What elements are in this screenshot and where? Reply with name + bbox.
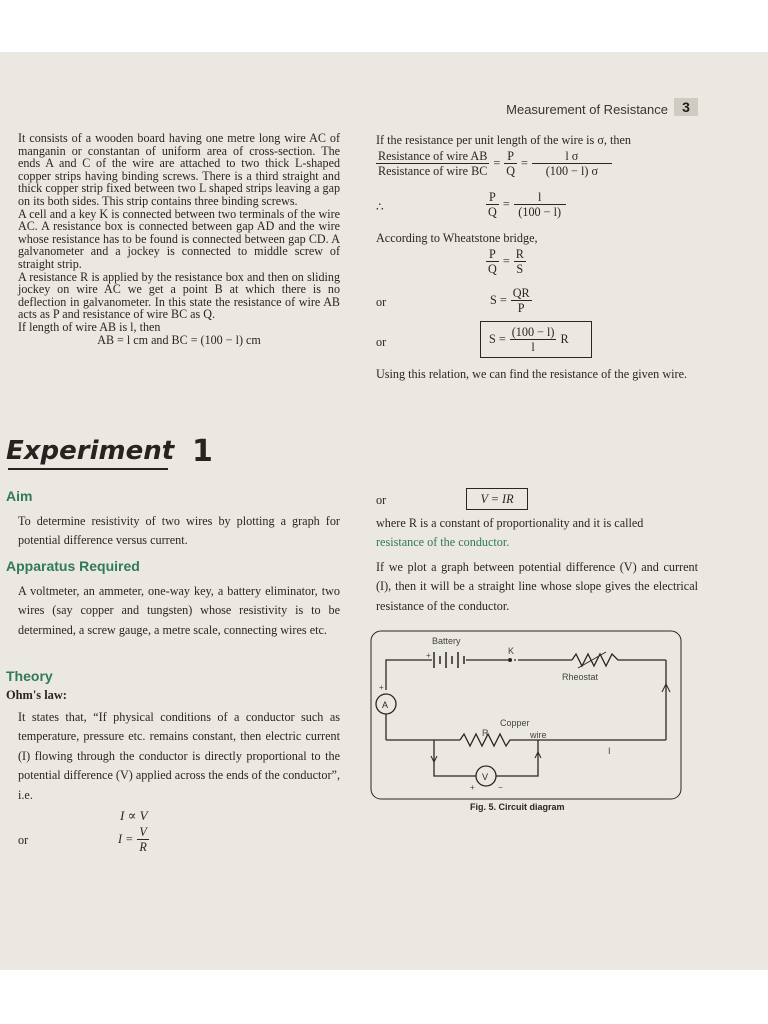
fraction — [137, 825, 148, 854]
fraction — [511, 286, 532, 315]
copper-label: Copper — [500, 718, 530, 728]
equation-lhs: S = — [489, 332, 506, 346]
current-equation — [118, 825, 149, 854]
voltmeter-wire-right — [496, 740, 538, 776]
apparatus-heading: Apparatus Required — [6, 558, 140, 574]
or-label: or — [376, 335, 387, 349]
rheostat-icon — [572, 654, 666, 666]
denominator: Resistance of wire BC — [378, 164, 488, 178]
fraction — [510, 325, 557, 354]
equals-sign: = — [502, 197, 510, 211]
or-label: or — [376, 493, 387, 507]
denominator: (100 − l) — [518, 205, 562, 219]
denominator: l — [531, 340, 535, 354]
equals-sign: = — [502, 254, 510, 268]
numerator: l σ — [532, 149, 612, 164]
intro-paragraph: It consists of a wooden board having one metre long wire AC of manganin or constantan of uniform area of cross-section. The ends A and C of the wire are attached to two thick L-shaped copper strips having binding screws. There is a third straight and thick copper strip fixed between two L shaped strips leaving a gap on its both sides. This strip contains three binding screws. — [18, 131, 340, 208]
numerator: R — [515, 247, 524, 261]
experiment-number: 1 — [192, 434, 213, 469]
equation-r: R — [560, 332, 569, 346]
graph-text: If we plot a graph between potential difference (V) and current (I), then it will be a straight line whose slope gives the electrical resistance of the conductor. — [376, 560, 698, 613]
denominator: R — [139, 840, 147, 854]
page-margin-bottom — [0, 970, 768, 1024]
equals-sign: = — [521, 156, 528, 170]
battery-icon — [434, 652, 464, 668]
where-text — [376, 514, 706, 553]
battery-plus-label: + — [426, 651, 431, 660]
voltmeter-label: V — [482, 772, 489, 782]
where-definition: where R is a constant of proportionality and it is called — [376, 516, 644, 530]
current-label: I — [608, 746, 611, 756]
ohms-law-text: It states that, “If physical conditions of a conductor such as temperature, pressure etc. remains constant, then electric current (I) flowing through the conductor is directly proportional to the potential difference (V) applied across the ends of the conductor”, i.e. — [18, 710, 340, 802]
experiment-title: Experiment — [6, 436, 175, 466]
circuit-diagram — [370, 630, 682, 800]
equals-sign: = — [493, 156, 501, 170]
numerator: QR — [512, 286, 530, 300]
fraction — [504, 149, 517, 178]
fraction — [486, 190, 499, 219]
wheatstone-text: According to Wheatstone bridge, — [376, 231, 538, 245]
diagram-frame — [371, 631, 681, 799]
copper-wire-resistor-icon — [460, 734, 666, 746]
rheostat-label: Rheostat — [562, 672, 599, 682]
wire-label: wire — [530, 730, 547, 740]
numerator: (100 − l) — [511, 325, 555, 339]
numerator: V — [139, 825, 147, 839]
voltmeter-plus-label: + — [470, 783, 475, 792]
equation-ratio — [376, 149, 612, 178]
ohms-law-box: V = IR — [466, 488, 528, 510]
proportional-equation: I ∝ V — [120, 808, 148, 823]
wire-top-left — [386, 660, 432, 690]
fraction — [376, 149, 489, 178]
equation-pq — [486, 190, 566, 219]
resistor-label: R — [482, 728, 489, 738]
aim-text: To determine resistivity of two wires by plotting a graph for potential difference versus current. — [18, 514, 340, 548]
ammeter-plus-label: + — [379, 683, 384, 692]
key-label: K — [508, 646, 515, 656]
page-number: 3 — [674, 98, 698, 116]
fraction — [532, 149, 612, 178]
running-title: Measurement of Resistance — [506, 102, 668, 117]
boxed-result-equation — [480, 321, 592, 358]
equation-lhs: I = — [118, 832, 134, 846]
numerator: P — [486, 247, 499, 262]
resistance-per-length: If the resistance per unit length of the wire is σ, then — [376, 133, 631, 147]
aim-heading: Aim — [6, 488, 33, 504]
numerator: l — [514, 190, 566, 205]
denominator: Q — [506, 164, 516, 178]
equation-wheatstone — [486, 247, 526, 276]
rheostat-arrow-icon — [578, 652, 606, 668]
intro-paragraph: A resistance R is applied by the resistance box and then on sliding jockey on wire AC we get a point B at which there is no deflection in galvanometer. In this state the resistance of wire AB acts as P and resistance of wire BC as Q. — [18, 269, 340, 322]
textbook-page — [0, 52, 768, 970]
numerator: P — [504, 149, 517, 164]
intro-paragraph: A cell and a key K is connected between two terminals of the wire AC. A resistance box is connected between gap AD and the wire whose resistance has to be found is connected between gap CD. A galvanometer and a jockey is connected to middle screw of straight strip. — [18, 206, 340, 271]
figure-caption: Fig. 5. Circuit diagram — [470, 802, 565, 812]
denominator: Q — [488, 262, 497, 276]
or-label: or — [18, 833, 29, 847]
theory-heading: Theory — [6, 668, 53, 684]
ohms-law-heading: Ohm's law: — [6, 688, 67, 702]
fraction — [514, 247, 526, 276]
or-label: or — [376, 295, 387, 309]
title-underline — [8, 468, 168, 470]
denominator: P — [517, 301, 525, 315]
equation-s — [490, 286, 532, 315]
numerator: Resistance of wire AB — [378, 149, 488, 163]
resistance-term: resistance of the conductor. — [376, 535, 510, 550]
apparatus-text: A voltmeter, an ammeter, one-way key, a battery eliminator, two wires (say copper and tungsten) whose resistivity is to be determined, a screw gauge, a metre scale, connecting wires etc. — [18, 584, 340, 637]
intro-text — [18, 132, 340, 346]
using-relation-text: Using this relation, we can find the resistance of the given wire. — [376, 367, 688, 381]
denominator: S — [516, 262, 524, 276]
denominator: (100 − l) σ — [545, 164, 599, 178]
denominator: Q — [488, 205, 497, 219]
intro-paragraph: If length of wire AB is l, then — [18, 319, 161, 334]
fraction — [486, 247, 499, 276]
equation-lhs: S = — [490, 293, 507, 307]
fraction — [514, 190, 566, 219]
ammeter-label: A — [382, 700, 389, 710]
battery-label: Battery — [432, 636, 461, 646]
therefore-symbol: ∴ — [376, 200, 384, 214]
numerator: P — [486, 190, 499, 205]
voltmeter-minus-label: − — [498, 783, 503, 792]
intro-lengths: AB = l cm and BC = (100 − l) cm — [97, 332, 261, 347]
